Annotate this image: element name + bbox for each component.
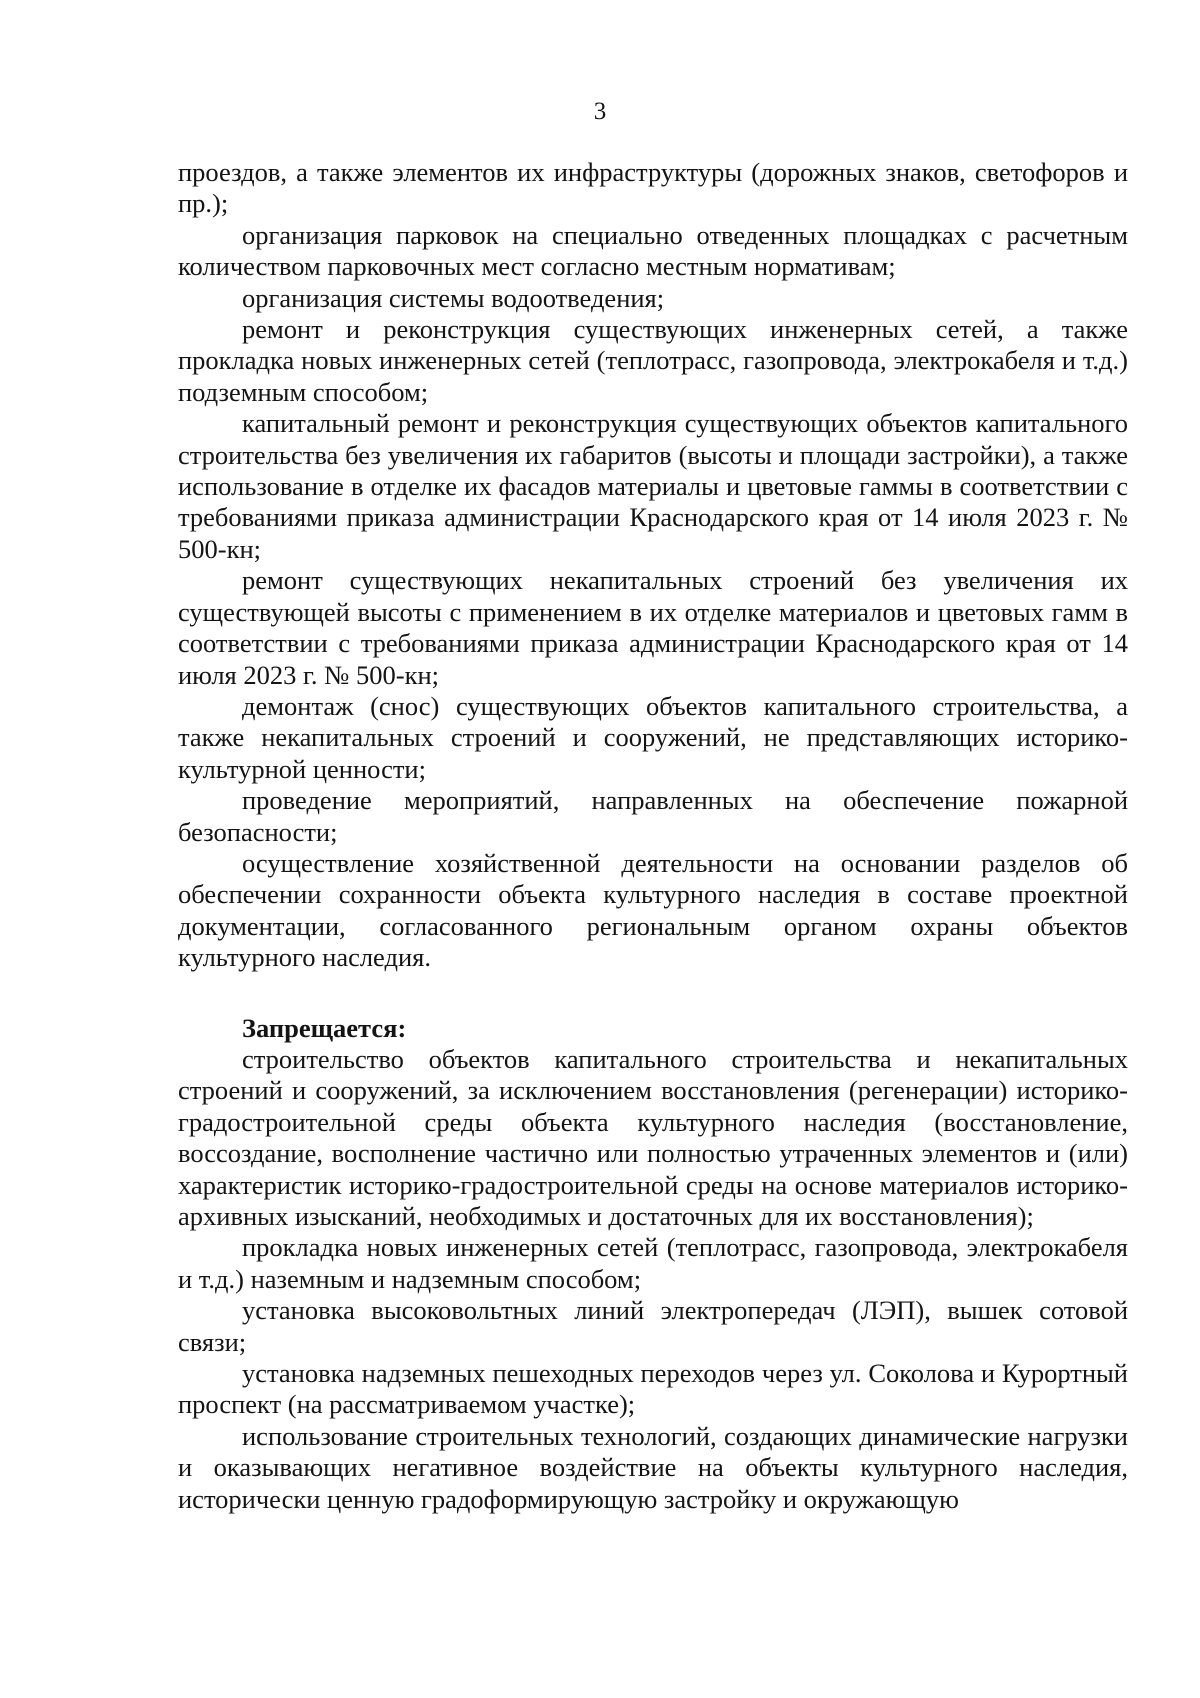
paragraph: ремонт существующих некапитальных строений без увеличения их существующей высоты с применением в их отделке материалов и цветовых гамм в соответствии с требованиями приказа администрации Краснодарского края от 14 июля 2023 г. № 500-кн; bbox=[178, 565, 1128, 690]
paragraph: демонтаж (снос) существующих объектов капитального строительства, а также некапитальных строений и сооружений, не представляющих историко-культурной ценности; bbox=[178, 690, 1128, 784]
prohibited-item: использование строительных технологий, создающих динамические нагрузки и оказывающих негативное воздействие на объекты культурного наследия, исторически ценную градоформирующую застройку и окружающую bbox=[178, 1420, 1128, 1514]
paragraph-continuation: проездов, а также элементов их инфраструктуры (дорожных знаков, светофоров и пр.); bbox=[178, 157, 1128, 219]
prohibited-item: прокладка новых инженерных сетей (теплотрасс, газопровода, электрокабеля и т.д.) наземным и надземным способом; bbox=[178, 1232, 1128, 1294]
paragraph: организация парковок на специально отведенных площадках с расчетным количеством парковочных мест согласно местным нормативам; bbox=[178, 219, 1128, 282]
section-heading: Запрещается: bbox=[242, 1012, 407, 1043]
prohibited-item: установка высоковольтных линий электропередач (ЛЭП), вышек сотовой связи; bbox=[178, 1295, 1128, 1357]
paragraph: капитальный ремонт и реконструкция существующих объектов капитального строительства без увеличения их габаритов (высоты и площади застройки), а также использование в отделке их фасадов материалы и цветовые гаммы в соответствии с требованиями приказа администрации Краснодарского края от 14 июля 2023 г. № 500-кн; bbox=[178, 408, 1128, 564]
page-number: 3 bbox=[593, 98, 607, 125]
paragraph: осуществление хозяйственной деятельности на основании разделов об обеспечении сохранности объекта культурного наследия в составе проектной документации, согласованного региональным органом охраны объектов культурного наследия. bbox=[178, 847, 1128, 973]
prohibited-item: строительство объектов капитального строительства и некапитальных строений и сооружений, за исключением восстановления (регенерации) историко-градостроительной среды объекта культурного наследия (восстановление, воссоздание, восполнение частично или полностью утраченных элементов и (или) характеристик историко-градостроительной среды на основе материалов историко-архивных изысканий, необходимых и достаточных для их восстановления); bbox=[178, 1043, 1128, 1231]
prohibited-item: установка надземных пешеходных переходов через ул. Соколова и Курортный проспект (на рассматриваемом участке); bbox=[178, 1358, 1128, 1420]
document-body bbox=[178, 157, 1128, 1515]
paragraph: организация системы водоотведения; bbox=[242, 282, 665, 313]
paragraph: проведение мероприятий, направленных на обеспечение пожарной безопасности; bbox=[178, 785, 1128, 847]
paragraph: ремонт и реконструкция существующих инженерных сетей, а также прокладка новых инженерных сетей (теплотрасс, газопровода, электрокабеля и т.д.) подземным способом; bbox=[178, 314, 1128, 407]
